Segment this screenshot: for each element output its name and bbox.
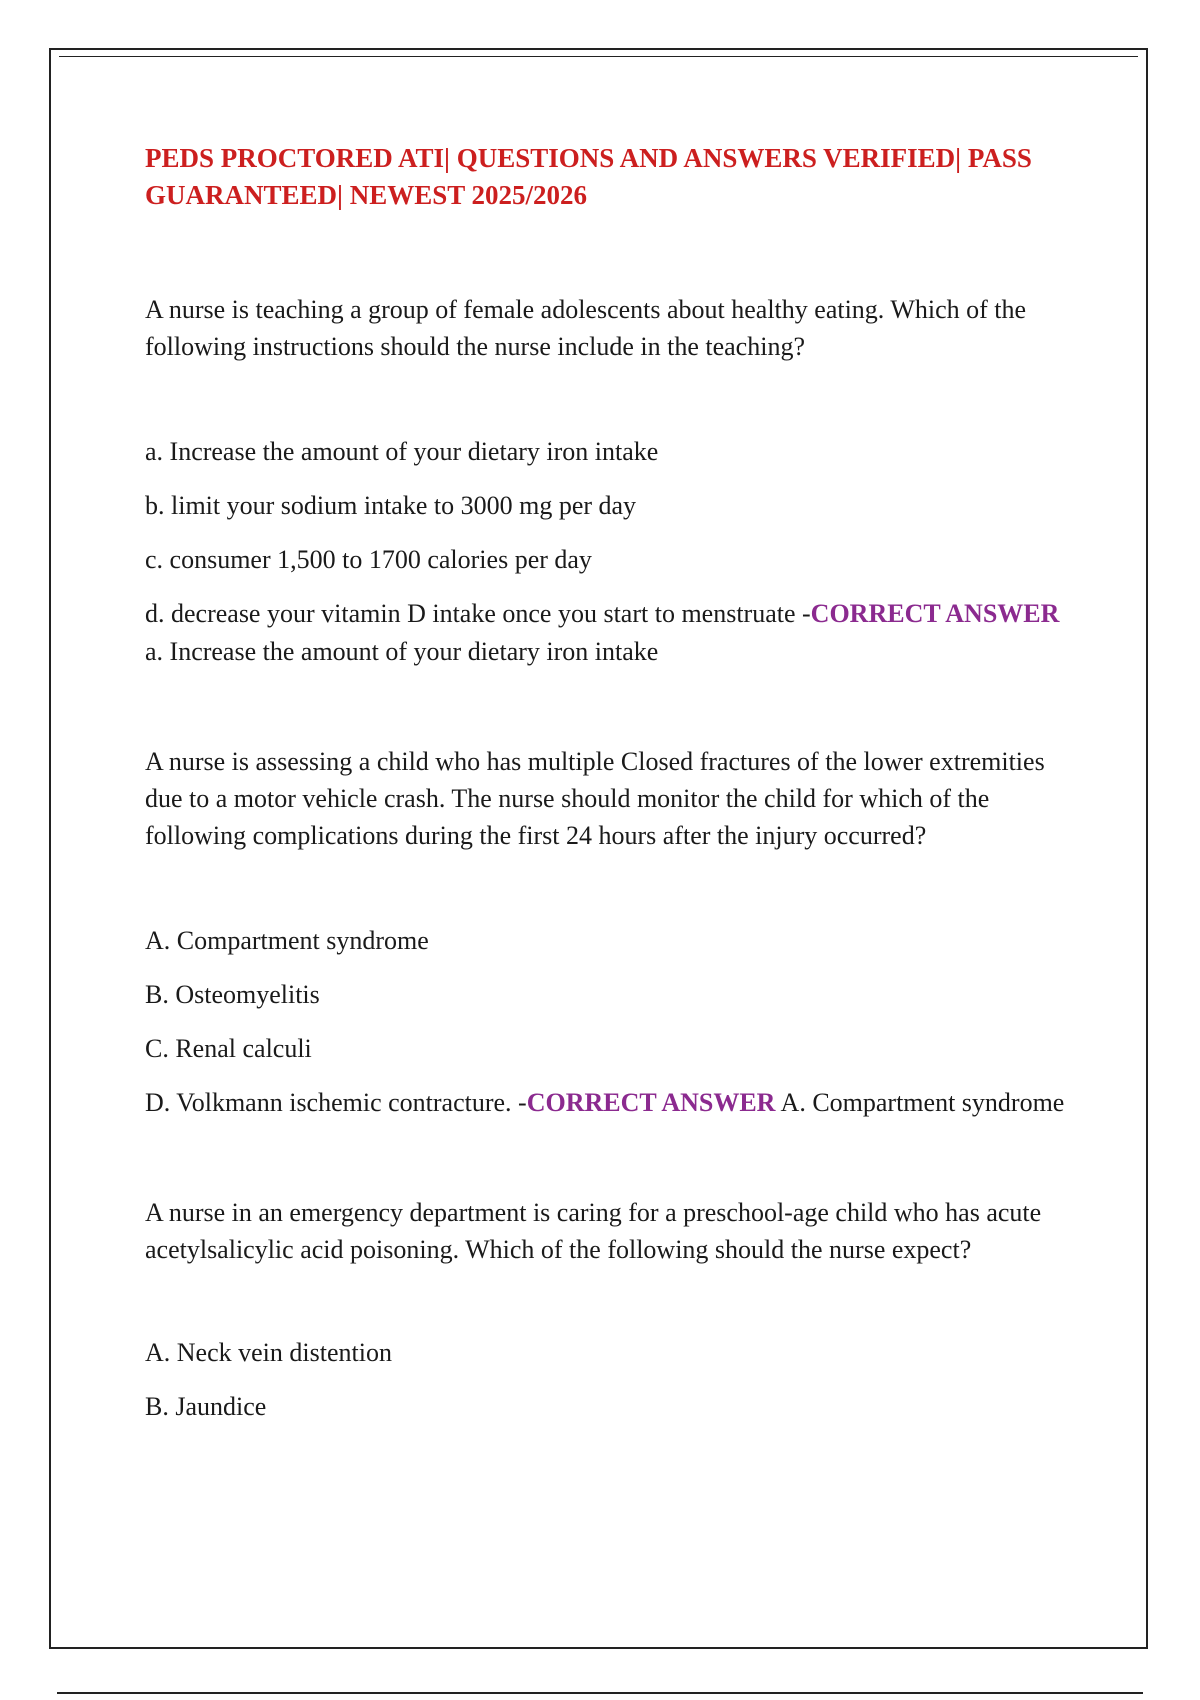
question-2-answer: A. Compartment syndrome	[780, 1088, 1065, 1117]
question-3-option-a: A. Neck vein distention	[145, 1338, 392, 1367]
question-1-stem: A nurse is teaching a group of female adolescents about healthy eating. Which of the following instructions should the nurse include in the teaching?	[145, 295, 1027, 361]
correct-answer-label: CORRECT ANSWER	[526, 1088, 776, 1117]
question-3-option-b: B. Jaundice	[145, 1392, 267, 1421]
question-1-option-d: d. decrease your vitamin D intake once you start to menstruate -	[145, 599, 811, 628]
page-bottom-rule	[57, 1692, 1143, 1694]
document-title: PEDS PROCTORED ATI| QUESTIONS AND ANSWERS VERIFIED| PASS GUARANTEED| NEWEST 2025/2026	[145, 143, 1032, 210]
document-content	[145, 140, 1075, 1442]
question-1-answer: a. Increase the amount of your dietary iron intake	[145, 637, 659, 666]
question-2-option-b: B. Osteomyelitis	[145, 980, 320, 1009]
question-2-option-a: A. Compartment syndrome	[145, 926, 429, 955]
correct-answer-label: CORRECT ANSWER	[810, 599, 1060, 628]
question-2-option-d-with-answer	[145, 1084, 1075, 1122]
question-1-option-a: a. Increase the amount of your dietary iron intake	[145, 437, 659, 466]
frame-top-rule	[59, 56, 1138, 57]
question-1-option-c: c. consumer 1,500 to 1700 calories per day	[145, 545, 592, 574]
question-2-option-c: C. Renal calculi	[145, 1034, 312, 1063]
question-2-option-d: D. Volkmann ischemic contracture. -	[145, 1088, 527, 1117]
question-3-stem: A nurse in an emergency department is caring for a preschool-age child who has acute acetylsalicylic acid poisoning. Which of the following should the nurse expect?	[145, 1198, 1042, 1264]
question-1-option-d-with-answer	[145, 595, 1075, 671]
question-1-option-b: b. limit your sodium intake to 3000 mg per day	[145, 491, 637, 520]
question-2-stem: A nurse is assessing a child who has multiple Closed fractures of the lower extremities due to a motor vehicle crash. The nurse should monitor the child for which of the following complications during the first 24 hours after the injury occurred?	[145, 747, 1045, 850]
